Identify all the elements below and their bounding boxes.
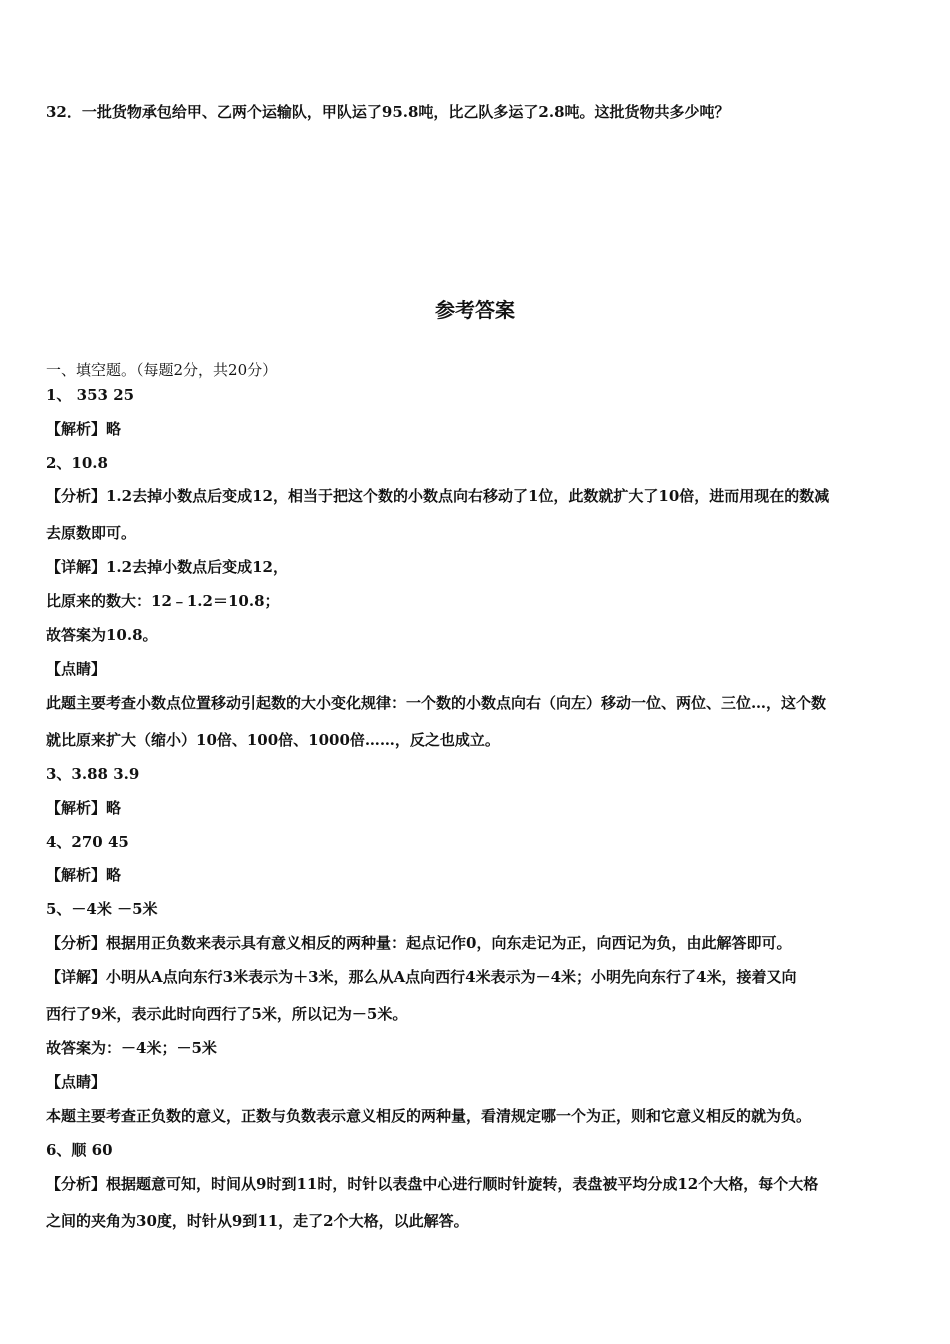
answer-line: 【解析】略 bbox=[46, 420, 122, 438]
section-heading: 一、填空题。（每题2分，共20分） bbox=[46, 361, 278, 379]
answer-line: 【详解】小明从A点向东行3米表示为＋3米，那么从A点向西行4米表示为－4米；小明先向东行了4米，接着又向 bbox=[46, 968, 797, 986]
question-32: 32．一批货物承包给甲、乙两个运输队，甲队运了95.8吨，比乙队多运了2.8吨。这批货物共多少吨？ bbox=[46, 103, 730, 121]
answer-line: 比原来的数大：12﹣1.2＝10.8； bbox=[46, 592, 280, 610]
answer-title: 参考答案 bbox=[435, 298, 515, 322]
answer-line: 6、顺 60 bbox=[46, 1141, 113, 1159]
answer-line: 2、10.8 bbox=[46, 454, 108, 472]
answer-line: 【解析】略 bbox=[46, 866, 122, 884]
answer-line: 去原数即可。 bbox=[46, 524, 137, 542]
answer-line: 【分析】1.2去掉小数点后变成12，相当于把这个数的小数点向右移动了1位，此数就扩大了10倍，进而用现在的数减 bbox=[46, 487, 830, 505]
answer-line: 此题主要考查小数点位置移动引起数的大小变化规律：一个数的小数点向右（向左）移动一位、两位、三位…，这个数 bbox=[46, 694, 827, 712]
answer-line: 故答案为10.8。 bbox=[46, 626, 158, 644]
answer-line: 西行了9米，表示此时向西行了5米，所以记为－5米。 bbox=[46, 1005, 408, 1023]
answer-line: 【点睛】 bbox=[46, 1073, 107, 1091]
answer-line: 【详解】1.2去掉小数点后变成12， bbox=[46, 558, 288, 576]
answer-line: 【解析】略 bbox=[46, 799, 122, 817]
answer-line: 4、270 45 bbox=[46, 833, 129, 851]
answer-line: 故答案为：－4米；－5米 bbox=[46, 1039, 217, 1057]
answer-line: 1、 353 25 bbox=[46, 386, 135, 404]
answer-line: 3、3.88 3.9 bbox=[46, 765, 140, 783]
answer-line: 【分析】根据题意可知，时间从9时到11时，时针以表盘中心进行顺时针旋转，表盘被平均分成12个大格，每个大格 bbox=[46, 1175, 819, 1193]
answer-line: 【分析】根据用正负数来表示具有意义相反的两种量：起点记作0，向东走记为正，向西记为负，由此解答即可。 bbox=[46, 934, 792, 952]
answer-line: 之间的夹角为30度，时针从9到11，走了2个大格，以此解答。 bbox=[46, 1212, 469, 1230]
answer-line: 就比原来扩大（缩小）10倍、100倍、1000倍……，反之也成立。 bbox=[46, 731, 500, 749]
answer-line: 本题主要考查正负数的意义，正数与负数表示意义相反的两种量，看清规定哪一个为正，则和它意义相反的就为负。 bbox=[46, 1107, 812, 1125]
answer-line: 5、－4米 －5米 bbox=[46, 900, 158, 918]
answer-line: 【点睛】 bbox=[46, 660, 107, 678]
